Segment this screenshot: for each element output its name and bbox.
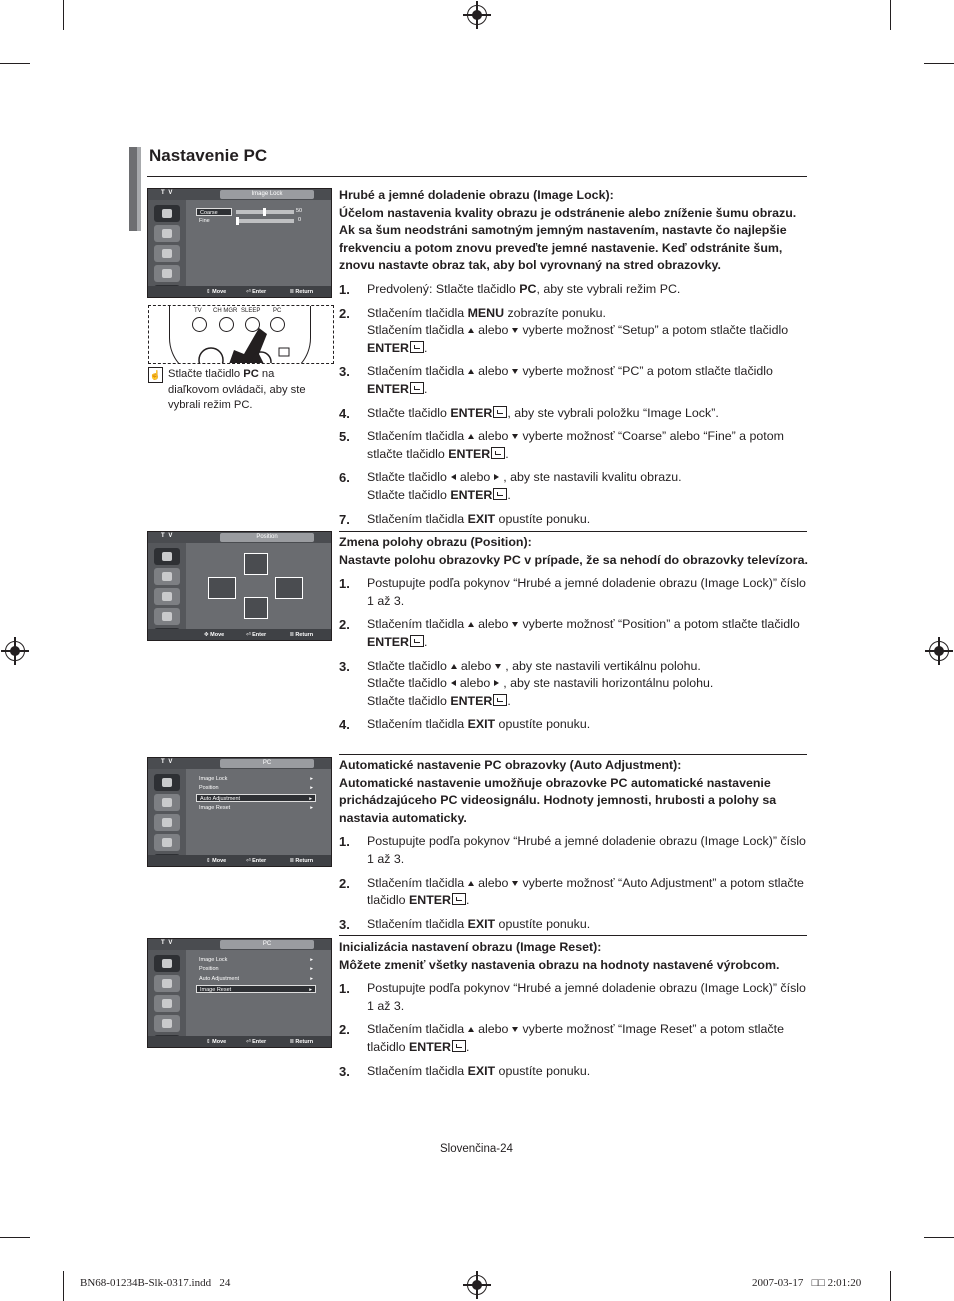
crop-mark xyxy=(0,1237,30,1238)
remote-control-illustration xyxy=(148,305,334,364)
step: 2. Stlačením tlačidla MENU zobrazíte ponuku. Stlačením tlačidla alebo vyberte možnosť “Setup” a potom stlačte tlačidlo ENTER . xyxy=(339,305,789,355)
osd-menu-title: Image Lock xyxy=(220,190,314,199)
enter-icon xyxy=(410,341,424,353)
section-auto-adjustment xyxy=(339,757,809,933)
osd-tv-label: T V xyxy=(161,190,174,196)
enter-icon xyxy=(410,382,424,394)
hand-icon: ☝ xyxy=(148,367,163,383)
crop-mark xyxy=(63,1271,64,1301)
remote-label-ch-mgr: CH MGR xyxy=(213,308,238,314)
osd-row-coarse: Coarse xyxy=(196,208,232,216)
registration-mark-icon xyxy=(5,641,25,661)
step: 2. Stlačením tlačidla alebo vyberte možnosť “Auto Adjustment” a potom stlačte tlačidlo ENTER . xyxy=(339,875,804,908)
osd-image-lock: T V Image Lock Coarse 50 Fine 0 ⇕ Move ⏎ Enter Ⅲ Return xyxy=(147,188,332,298)
title-accent-bar xyxy=(137,147,141,231)
enter-icon xyxy=(491,447,505,459)
section-heading: Inicializácia nastavení obrazu (Image Reset): xyxy=(339,940,602,954)
osd-value-fine: 0 xyxy=(298,217,302,223)
step: 1. Postupujte podľa pokynov “Hrubé a jemné doladenie obrazu (Image Lock)” číslo 1 až 3. xyxy=(339,981,806,1013)
osd-menu-title: PC xyxy=(220,759,314,768)
page-number: Slovenčina-24 xyxy=(440,1143,513,1155)
osd-position: T V Position ✥ Move ⏎ Enter Ⅲ Return xyxy=(147,531,332,641)
enter-icon xyxy=(452,1040,466,1052)
step: 1. Postupujte podľa pokynov “Hrubé a jemné doladenie obrazu (Image Lock)” číslo 1 až 3. xyxy=(339,834,806,866)
step: 2. Stlačením tlačidla alebo vyberte možnosť “Image Reset” a potom stlačte tlačidlo ENTER . xyxy=(339,1022,784,1054)
osd-value-coarse: 50 xyxy=(296,208,303,214)
osd-pc-reset: T V PC Image Lock ▸ Position ▸ Auto Adjustment ▸ Image Reset ▸ ⇕ Move ⏎ Enter Ⅲ Return xyxy=(147,938,332,1048)
remote-label-tv: TV xyxy=(194,308,202,314)
osd-menu-title: Position xyxy=(220,533,314,542)
enter-icon xyxy=(493,694,507,706)
step: 3. Stlačením tlačidla EXIT opustíte ponuku. xyxy=(339,1063,591,1079)
section-heading: Zmena polohy obrazu (Position): xyxy=(339,535,532,549)
step: 7. Stlačením tlačidla EXIT opustíte ponuku. xyxy=(339,511,591,527)
slug-file: BN68-01234B-Slk-0317.indd 24 xyxy=(80,1277,231,1289)
step: 5. Stlačením tlačidla alebo vyberte možnosť “Coarse” alebo “Fine” a potom stlačte tlačidlo ENTER . xyxy=(339,429,784,461)
registration-mark-icon xyxy=(467,1275,487,1295)
remote-label-pc: PC xyxy=(273,308,282,314)
section-rule xyxy=(339,531,807,532)
step: 3. Stlačením tlačidla alebo vyberte možnosť “PC” a potom stlačte tlačidlo ENTER . xyxy=(339,364,773,396)
page-title: Nastavenie PC xyxy=(149,146,268,165)
section-intro: Nastavte polohu obrazovky PC v prípade, že sa nehodí do obrazovky televízora. xyxy=(339,552,808,567)
osd-pc-auto: T V PC Image Lock ▸ Position ▸ Auto Adjustment ▸ Image Reset ▸ ⇕ Move ⏎ Enter Ⅲ Return xyxy=(147,757,332,867)
title-rule xyxy=(147,176,807,177)
enter-icon xyxy=(493,406,507,418)
crop-mark xyxy=(890,0,891,30)
remote-note: Stlačte tlačidlo PC na diaľkovom ovládači, aby ste vybrali režim PC. xyxy=(168,368,306,412)
step: 3. Stlačte tlačidlo alebo , aby ste nastavili vertikálnu polohu. Stlačte tlačidlo alebo , aby ste nastavili horizontálnu polohu. Stlačte tlačidlo ENTER . xyxy=(339,658,714,708)
registration-mark-icon xyxy=(929,641,949,661)
step: 2. Stlačením tlačidla alebo vyberte možnosť “Position” a potom stlačte tlačidlo ENTER . xyxy=(339,617,800,649)
step: 4. Stlačením tlačidla EXIT opustíte ponuku. xyxy=(339,717,591,733)
section-heading: Automatické nastavenie PC obrazovky (Auto Adjustment): xyxy=(339,758,682,772)
step: 1. Postupujte podľa pokynov “Hrubé a jemné doladenie obrazu (Image Lock)” číslo 1 až 3. xyxy=(339,576,806,608)
section-position xyxy=(339,534,809,734)
step: 4. Stlačte tlačidlo ENTER , aby ste vybrali položku “Image Lock”. xyxy=(339,405,719,421)
crop-mark xyxy=(890,1271,891,1301)
osd-row-fine: Fine xyxy=(199,218,210,224)
section-intro: Automatické nastavenie umožňuje obrazovke PC automatické nastavenie prichádzajúceho PC videosignálu. Hodnoty jemnosti, hrubosti a polohy sa nastavia automaticky. xyxy=(339,775,777,825)
crop-mark xyxy=(63,0,64,30)
enter-icon xyxy=(452,893,466,905)
osd-menu-title: PC xyxy=(220,940,314,949)
section-image-lock xyxy=(339,187,809,528)
step: 1. Predvolený: Stlačte tlačidlo PC, aby ste vybrali režim PC. xyxy=(339,281,681,297)
step: 6. Stlačte tlačidlo alebo , aby ste nastavili kvalitu obrazu. Stlačte tlačidlo ENTER . xyxy=(339,470,682,502)
section-image-reset xyxy=(339,939,809,1080)
section-heading: Hrubé a jemné doladenie obrazu (Image Lock): xyxy=(339,188,614,202)
section-rule xyxy=(339,935,807,936)
crop-mark xyxy=(924,63,954,64)
registration-mark-icon xyxy=(467,5,487,25)
crop-mark xyxy=(924,1237,954,1238)
section-intro: Účelom nastavenia kvality obrazu je odstránenie alebo zníženie šumu obrazu. Ak sa šum neodstráni samotným jemným nastavením, nastavte čo najlepšie frekvenciu a potom znovu preveďte jemné nastavenie. Keď odstránite šum, znovu nastavte obraz tak, aby bol vyrovnaný na stred obrazovky. xyxy=(339,205,797,273)
section-intro: Môžete zmeniť všetky nastavenia obrazu na hodnoty nastavené výrobcom. xyxy=(339,957,780,972)
slug-date: 2007-03-17 □□ 2:01:20 xyxy=(752,1277,862,1289)
section-rule xyxy=(339,754,807,755)
step: 3. Stlačením tlačidla EXIT opustíte ponuku. xyxy=(339,916,591,932)
enter-icon xyxy=(410,635,424,647)
crop-mark xyxy=(0,63,30,64)
remote-label-sleep: SLEEP xyxy=(241,308,261,314)
enter-icon xyxy=(493,488,507,500)
